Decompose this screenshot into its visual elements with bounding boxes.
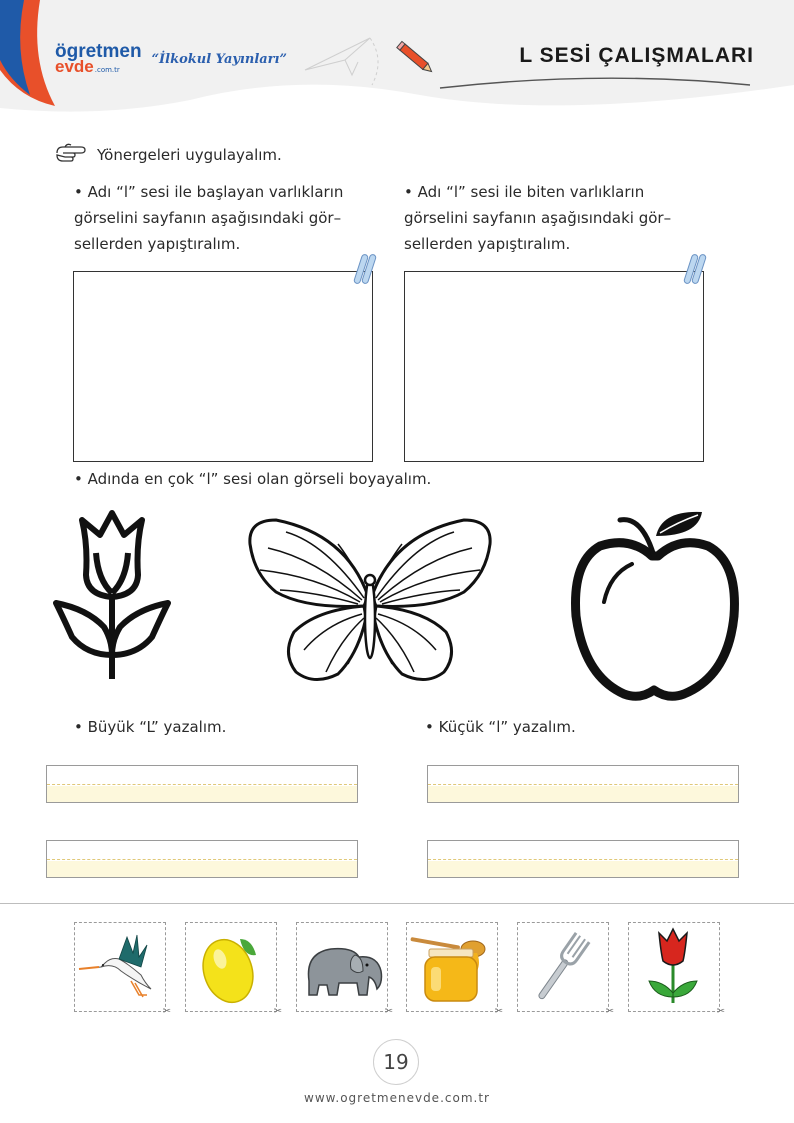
page-number: 19 bbox=[373, 1039, 419, 1085]
write-uppercase-instruction: • Büyük “L” yazalım. bbox=[74, 718, 227, 736]
cutout-card-stork[interactable] bbox=[74, 922, 171, 1017]
task-start-line-3: sellerden yapıştıralım. bbox=[74, 235, 241, 253]
paste-box-start[interactable] bbox=[73, 271, 373, 462]
logo-bottom-word: evde bbox=[55, 57, 94, 76]
cutout-card-elephant[interactable] bbox=[296, 922, 393, 1017]
writing-line-upper-2[interactable] bbox=[46, 840, 358, 878]
cutout-card-honey[interactable] bbox=[406, 922, 503, 1017]
main-instruction: Yönergeleri uygulayalım. bbox=[97, 146, 282, 164]
scissors-icon: ✂ bbox=[494, 1006, 503, 1017]
task-start-line-1: • Adı “l” sesi ile başlayan varlıkların bbox=[74, 183, 344, 201]
lemon-icon bbox=[186, 923, 274, 1009]
honey-jar-icon bbox=[407, 923, 495, 1009]
task-start-instruction bbox=[74, 179, 343, 257]
task-end-line-2: görselini sayfanın aşağısındaki gör– bbox=[404, 209, 672, 227]
scissors-icon: ✂ bbox=[162, 1006, 171, 1017]
website-link[interactable]: www.ogretmenevde.com.tr bbox=[304, 1091, 490, 1105]
elephant-icon bbox=[297, 923, 385, 1009]
apple-outline[interactable] bbox=[570, 506, 740, 702]
fork-icon bbox=[518, 923, 606, 1009]
publisher-logo bbox=[55, 41, 287, 76]
paper-clip-icon bbox=[352, 252, 378, 288]
task-end-line-1: • Adı “l” sesi ile biten varlıkların bbox=[404, 183, 645, 201]
scissors-icon: ✂ bbox=[384, 1006, 393, 1017]
paper-clip-icon bbox=[682, 252, 708, 288]
task-end-instruction bbox=[404, 179, 671, 257]
coloring-instruction: • Adında en çok “l” sesi olan görseli boyayalım. bbox=[74, 470, 432, 488]
tulip-icon bbox=[629, 923, 717, 1009]
scissors-icon: ✂ bbox=[716, 1006, 725, 1017]
tulip-outline[interactable] bbox=[52, 505, 174, 683]
writing-line-lower-2[interactable] bbox=[427, 840, 739, 878]
divider bbox=[0, 903, 794, 904]
task-end-line-3: sellerden yapıştıralım. bbox=[404, 235, 571, 253]
logo-domain: .com.tr bbox=[94, 66, 120, 74]
pointing-hand-icon bbox=[55, 141, 89, 163]
logo-subtitle: “İlkokul Yayınları” bbox=[151, 51, 287, 67]
task-start-line-2: görselini sayfanın aşağısındaki gör– bbox=[74, 209, 342, 227]
page-title: L SESİ ÇALIŞMALARI bbox=[519, 44, 754, 67]
paste-box-end[interactable] bbox=[404, 271, 704, 462]
scissors-icon: ✂ bbox=[273, 1006, 282, 1017]
write-lowercase-instruction: • Küçük “l” yazalım. bbox=[425, 718, 576, 736]
cutout-card-lemon[interactable] bbox=[185, 922, 282, 1017]
stork-icon bbox=[75, 923, 163, 1009]
cutout-card-tulip[interactable] bbox=[628, 922, 725, 1017]
butterfly-outline[interactable] bbox=[246, 514, 494, 686]
writing-line-upper-1[interactable] bbox=[46, 765, 358, 803]
logo-top-word: ögretmen bbox=[55, 41, 142, 62]
cutout-card-fork[interactable] bbox=[517, 922, 614, 1017]
writing-line-lower-1[interactable] bbox=[427, 765, 739, 803]
scissors-icon: ✂ bbox=[605, 1006, 614, 1017]
